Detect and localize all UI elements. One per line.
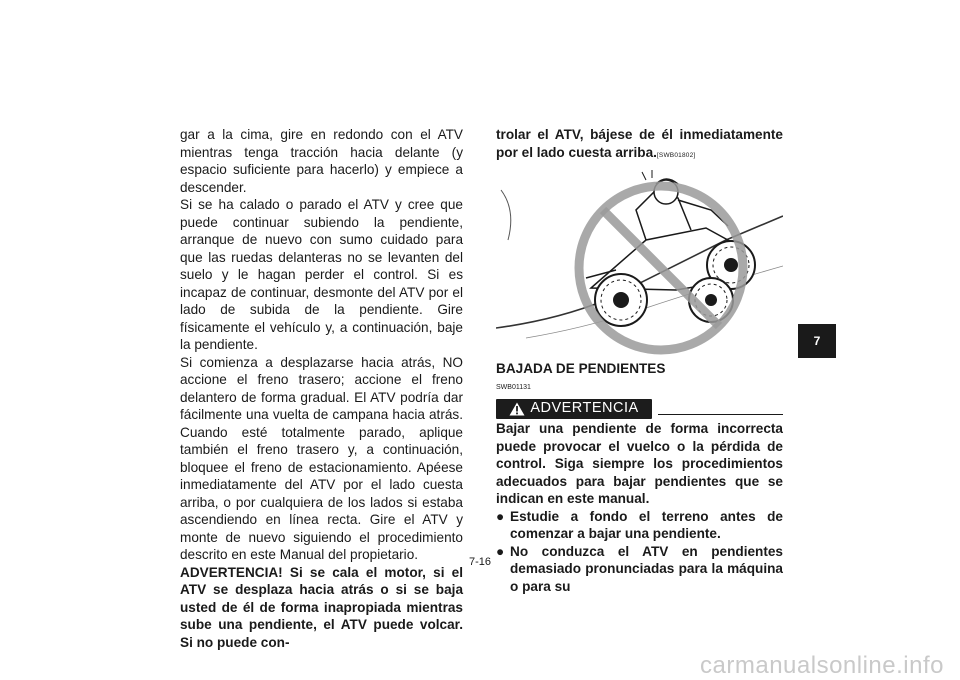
- warning-header: [496, 398, 783, 420]
- paragraph-2: Si se ha calado o parado el ATV y cree que puede continuar subiendo la pendiente, arranque de nuevo con sumo cuidado para que las ruedas delanteras no se levanten del suelo y le hagan perder el control. Si es incapaz de continuar, desmonte del ATV por el lado de subida de la pendiente. Gire físicamente el vehículo y, a continuación, baje la pendiente.: [180, 197, 463, 352]
- continued-warning: [496, 126, 783, 164]
- warning-rule: [658, 414, 783, 415]
- page-number: 7-16: [468, 556, 492, 568]
- right-column: [496, 126, 783, 595]
- list-item-text: Estudie a fondo el terreno antes de comenzar a bajar una pendiente.: [510, 508, 783, 541]
- bullet-icon: ●: [496, 508, 505, 524]
- paragraph-1: gar a la cima, gire en redondo con el ATV mientras tenga tracción hacia delante (y espacio suficiente para hacerlo) y empiece a descender.: [180, 127, 463, 195]
- bullet-icon: ●: [496, 543, 505, 559]
- warning-label: ADVERTENCIA: [530, 400, 639, 417]
- section-title: BAJADA DE PENDIENTES: [496, 361, 666, 376]
- warning-triangle-icon: [509, 402, 525, 416]
- warning-paragraph: ADVERTENCIA! Si se cala el motor, si el ATV se desplaza hacia atrás o si se baja usted de él de forma inapropiada mientras sube una pendiente, el ATV puede volcar. Si no puede con-: [180, 564, 463, 650]
- left-column: [180, 126, 463, 651]
- warning-body: Bajar una pendiente de forma incorrecta puede provocar el vuelco o la pérdida de control. Siga siempre los procedimientos adecuados para bajar pendientes que se indican en este manual.: [496, 421, 783, 506]
- watermark: carmanualsonline.info: [700, 652, 944, 679]
- list-item: [496, 543, 783, 596]
- warning-label-box: [496, 399, 652, 419]
- section-code: SWB01131: [496, 383, 531, 391]
- list-item: [496, 508, 783, 543]
- paragraph-3: Si comienza a desplazarse hacia atrás, NO accione el freno trasero; accione el freno delantero de forma gradual. El ATV podría dar fácilmente una vuelta de campana hacia atrás. Cuando esté totalmente parado, aplique también el freno trasero y, a continuación, bloquee el freno de estacionamiento. Apéese inmediatamente del ATV por el lado cuesta arriba, o por cualquiera de los lados si estaba ascendiendo en línea recta. Gire el ATV y monte de nuevo siguiendo el procedimiento descrito en este Manual del propietario.: [180, 354, 463, 562]
- chapter-tab: 7: [798, 324, 836, 358]
- warning-code: [SWB01802]: [656, 151, 696, 159]
- list-item-text: No conduzca el ATV en pendientes demasiado pronunciadas para la máquina o para su: [510, 543, 783, 594]
- continued-warning-text: trolar el ATV, bájese de él inmediatamente por el lado cuesta arriba.: [496, 127, 783, 160]
- prohibited-atv-backflip-illustration: [496, 170, 783, 356]
